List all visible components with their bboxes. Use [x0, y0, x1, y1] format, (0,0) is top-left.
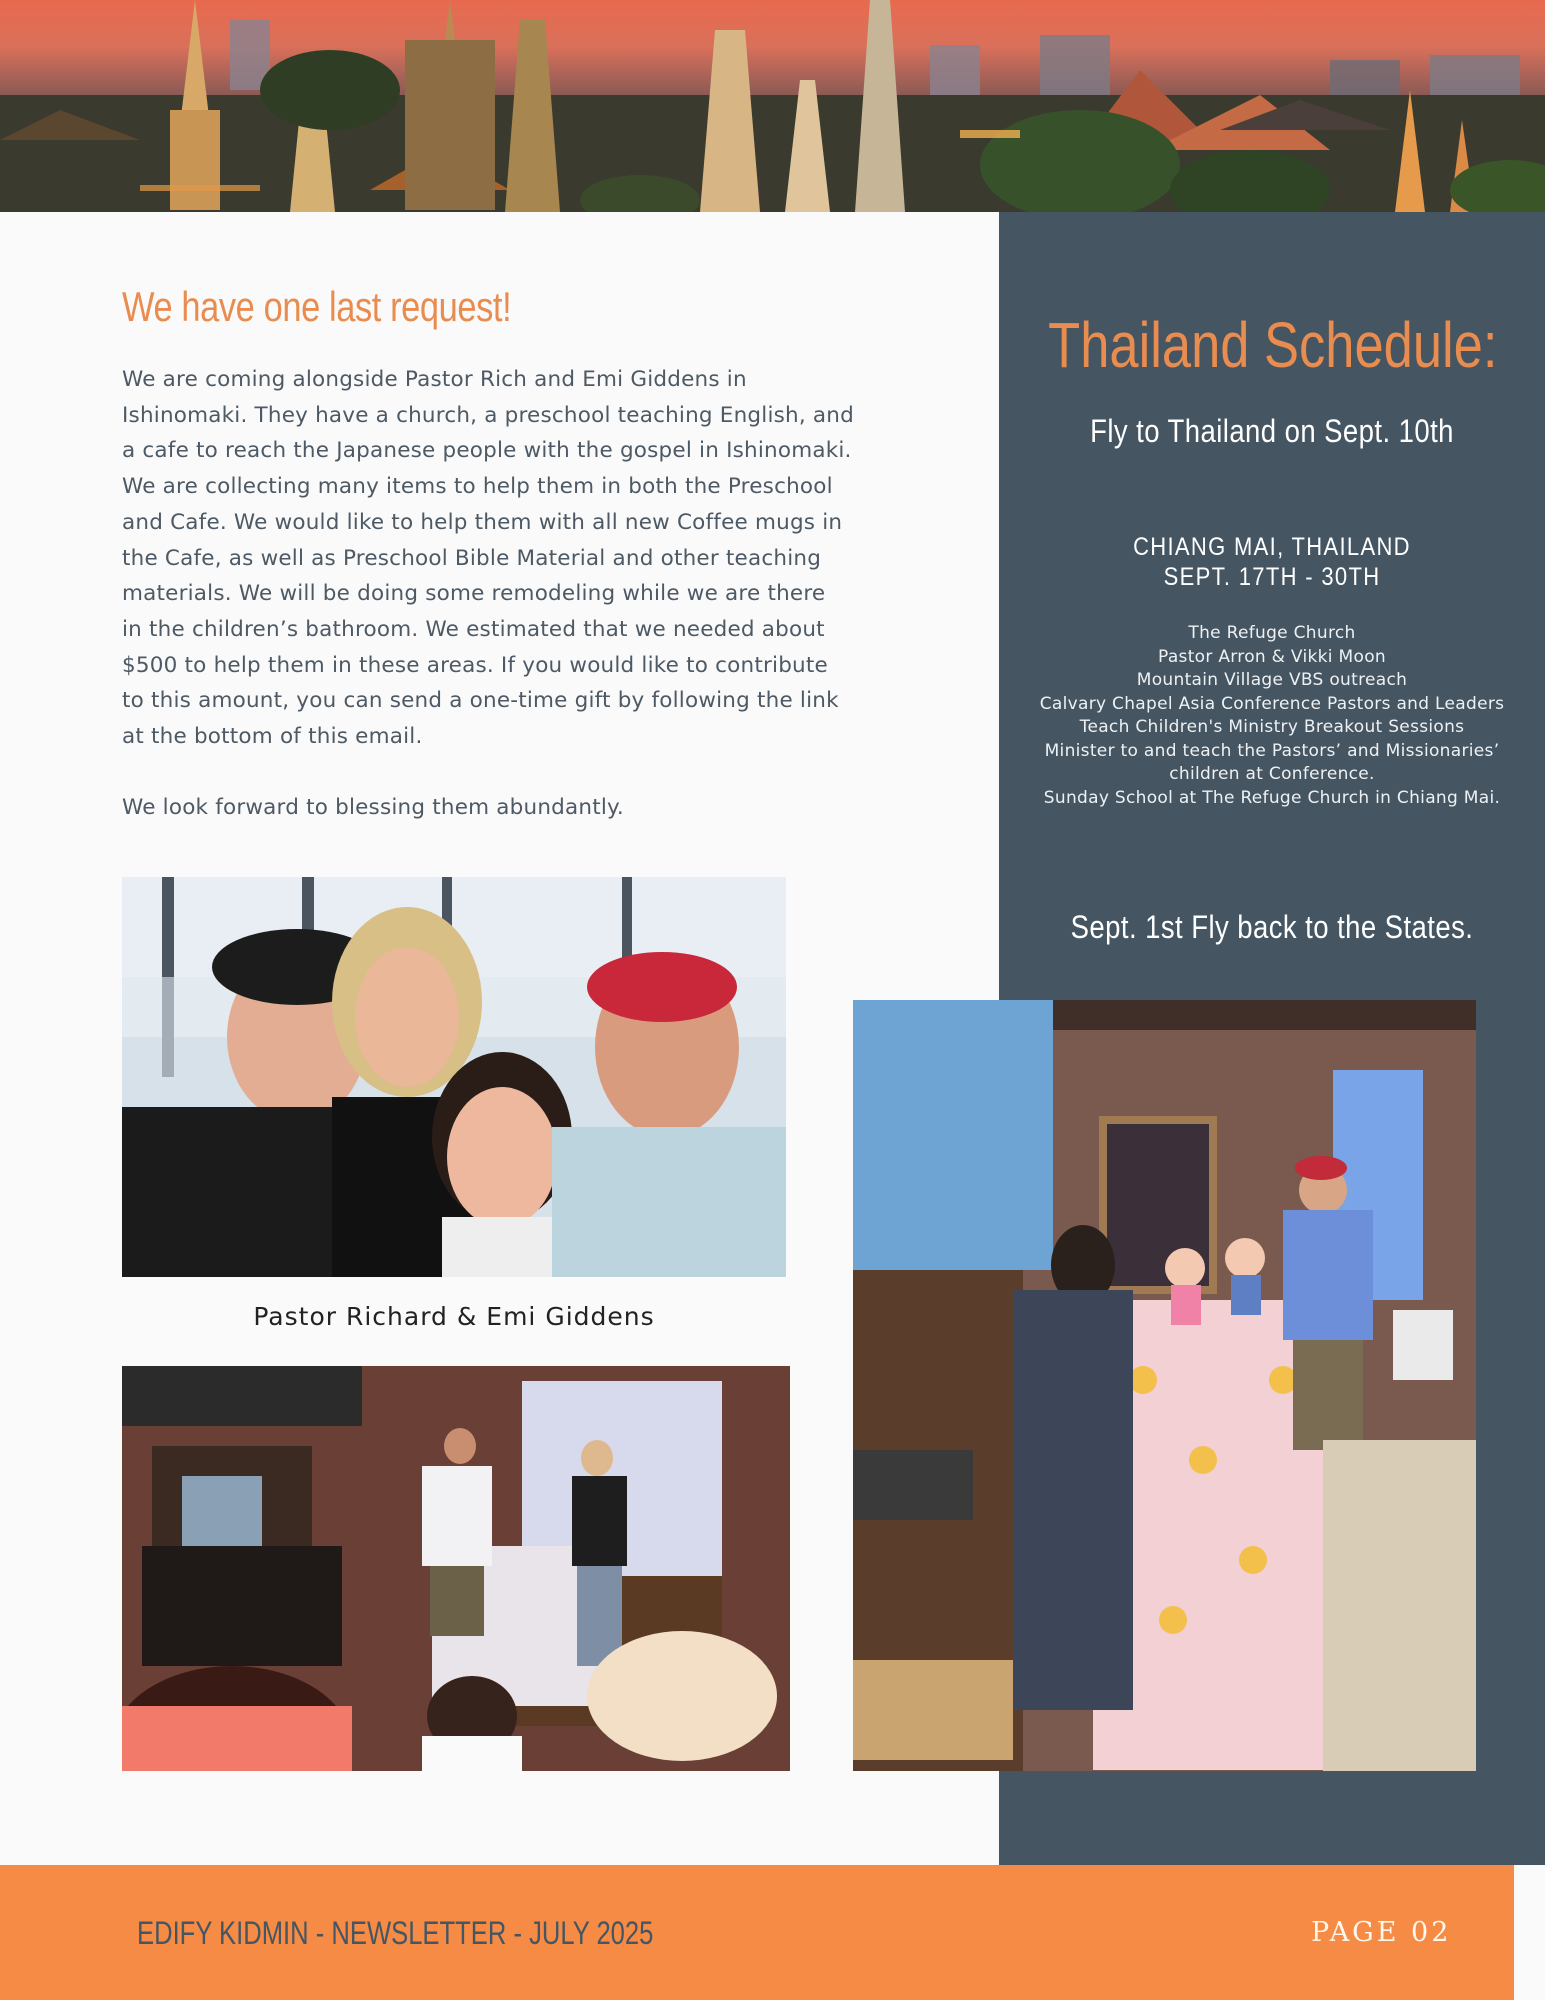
schedule-item: Minister to and teach the Pastors’ and Missionaries’ children at Conference. [1044, 740, 1500, 784]
footer-newsletter-title: EDIFY KIDMIN - NEWSLETTER - JULY 2025 [137, 1915, 654, 1951]
schedule-items [999, 622, 1545, 810]
temple-skyline-illustration [0, 0, 1545, 212]
schedule-item: Pastor Arron & Vikki Moon [1158, 646, 1386, 667]
schedule-location: CHIANG MAI, THAILAND [1133, 533, 1411, 561]
schedule-item: Sunday School at The Refuge Church in Chiang Mai. [1043, 787, 1501, 808]
request-body [122, 362, 922, 826]
schedule-location-block [999, 532, 1545, 592]
schedule-item: The Refuge Church [1188, 623, 1356, 643]
request-paragraph-2: We look forward to blessing them abundantly. [122, 795, 624, 821]
schedule-item: Teach Children's Ministry Breakout Sessions [1079, 717, 1465, 737]
schedule-dates: SEPT. 17TH - 30TH [1163, 563, 1381, 591]
request-heading: We have one last request! [122, 283, 512, 330]
schedule-item: Calvary Chapel Asia Conference Pastors and Leaders [1039, 693, 1505, 714]
footer-page-number: PAGE 02 [1311, 1917, 1452, 1948]
schedule-title: Thailand Schedule: [1048, 309, 1498, 381]
schedule-fly-back: Sept. 1st Fly back to the States. [1070, 909, 1474, 945]
photo-cafe-presentation [122, 1366, 790, 1771]
schedule-fly-out: Fly to Thailand on Sept. 10th [1090, 413, 1454, 449]
request-paragraph-1: We are coming alongside Pastor Rich and Emi Giddens in Ishinomaki. They have a church, a preschool teaching English, and a cafe to reach the Japanese people with the gospel in Ishinomaki. We are collecting many items to help them in both the Preschool and Cafe. We would like to help them with all new Coffee mugs in the Cafe, as well as Preschool Bible Material and other teaching materials. We will be doing some remodeling while we are there in the children’s bathroom. We estimated that we needed about $500 to help them in these areas. If you would like to contribute to this amount, you can send a one-time gift by following the link at the bottom of this email. [122, 367, 854, 750]
photo-puppet-stage [853, 1000, 1476, 1771]
photo-caption: Pastor Richard & Emi Giddens [253, 1302, 655, 1331]
photo-group-selfie [122, 877, 786, 1277]
header-banner-image [0, 0, 1545, 212]
schedule-item: Mountain Village VBS outreach [1136, 670, 1408, 690]
